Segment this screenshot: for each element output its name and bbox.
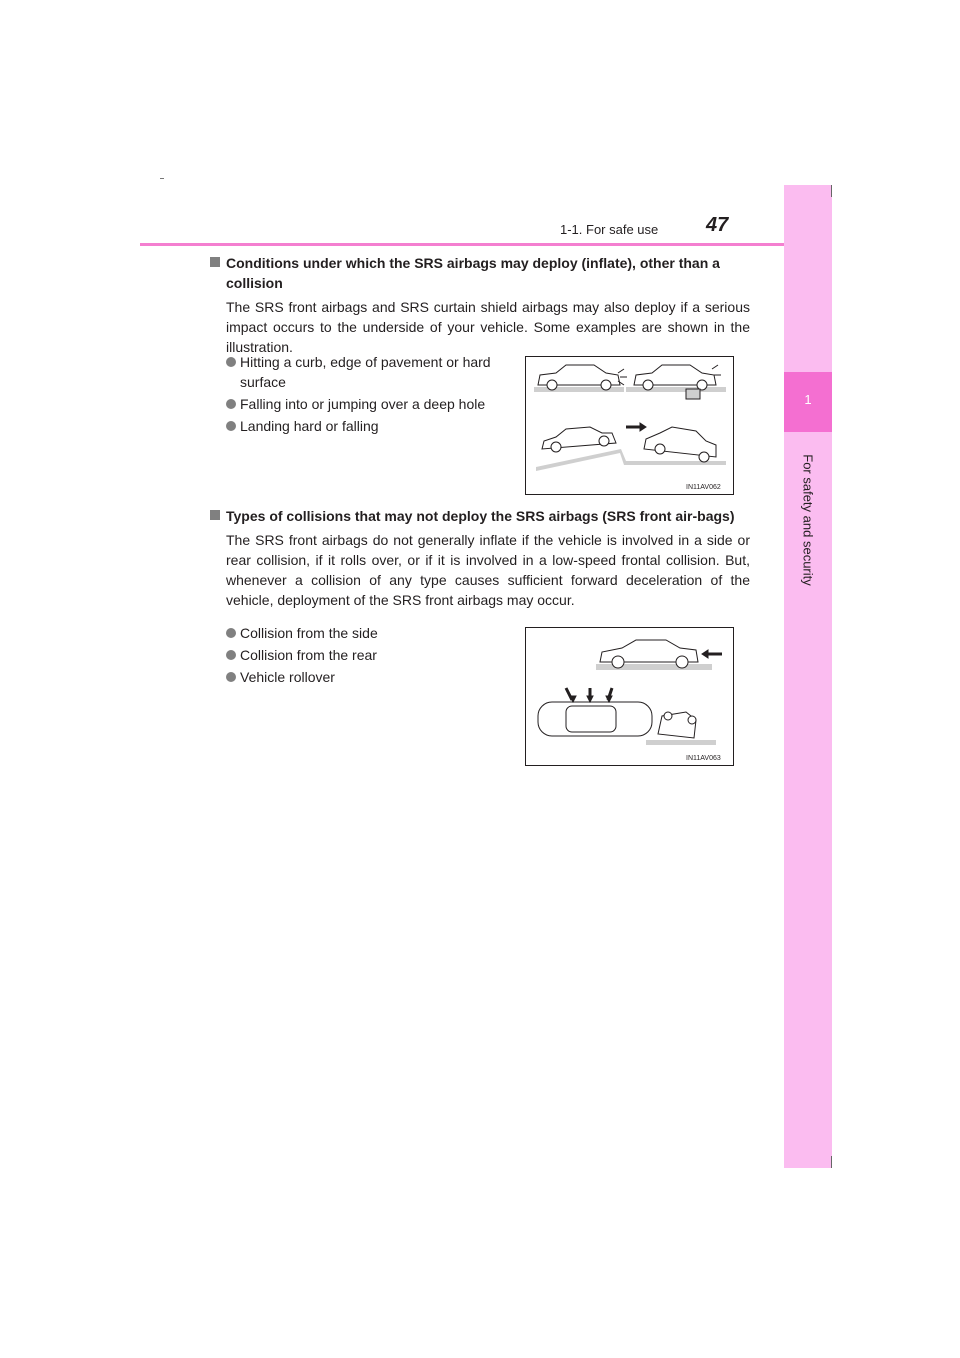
round-bullet-icon [226,357,236,367]
bullet-list-non-deploy [226,623,516,689]
crop-mark-bottom [831,1156,832,1168]
list-item: Collision from the side [226,623,516,643]
figure-code: IN11AV063 [686,755,721,762]
section-paragraph: The SRS front airbags do not generally inflate if the vehicle is involved in a side or rear collision, if it rolls over, or if it is involved in a low-speed frontal collision. But, whenever a collision of any type causes sufficient forward deceleration of the vehicle, deployment of the SRS front airbags may occur. [226,532,750,608]
square-bullet-icon [210,257,220,267]
illustration-underbody-impact [525,356,734,495]
round-bullet-icon [226,672,236,682]
round-bullet-icon [226,421,236,431]
figure-code: IN11AV062 [686,484,721,491]
section-non-deploy-collisions [210,506,750,610]
chapter-title: For safety and security [800,454,816,586]
illustration-collision-types [525,627,734,766]
round-bullet-icon [226,650,236,660]
list-item: Falling into or jumping over a deep hole [226,394,516,414]
chapter-number: 1 [804,392,812,407]
margin-mark [160,178,164,179]
header-rule [140,243,832,246]
square-bullet-icon [210,510,220,520]
round-bullet-icon [226,399,236,409]
crop-mark-top [831,185,832,197]
list-item: Collision from the rear [226,645,516,665]
car-impact-illustration [526,357,733,494]
list-item: Vehicle rollover [226,667,516,687]
section-deploy-conditions [210,253,750,357]
header-section-title: 1-1. For safe use [560,222,659,237]
section-heading: Types of collisions that may not deploy the SRS airbags (SRS front air-bags) [210,506,750,526]
chapter-side-tab [784,185,832,1168]
bullet-list-deploy [226,352,516,438]
section-heading: Conditions under which the SRS airbags may deploy (inflate), other than a collision [210,253,750,293]
section-paragraph: The SRS front airbags and SRS curtain shield airbags may also deploy if a serious impact occurs to the underside of your vehicle. Some examples are shown in the illustration. [226,299,750,355]
page-number: 47 [706,214,729,236]
collision-types-illustration [526,628,733,765]
list-item: Hitting a curb, edge of pavement or hard surface [226,352,516,392]
round-bullet-icon [226,628,236,638]
list-item: Landing hard or falling [226,416,516,436]
